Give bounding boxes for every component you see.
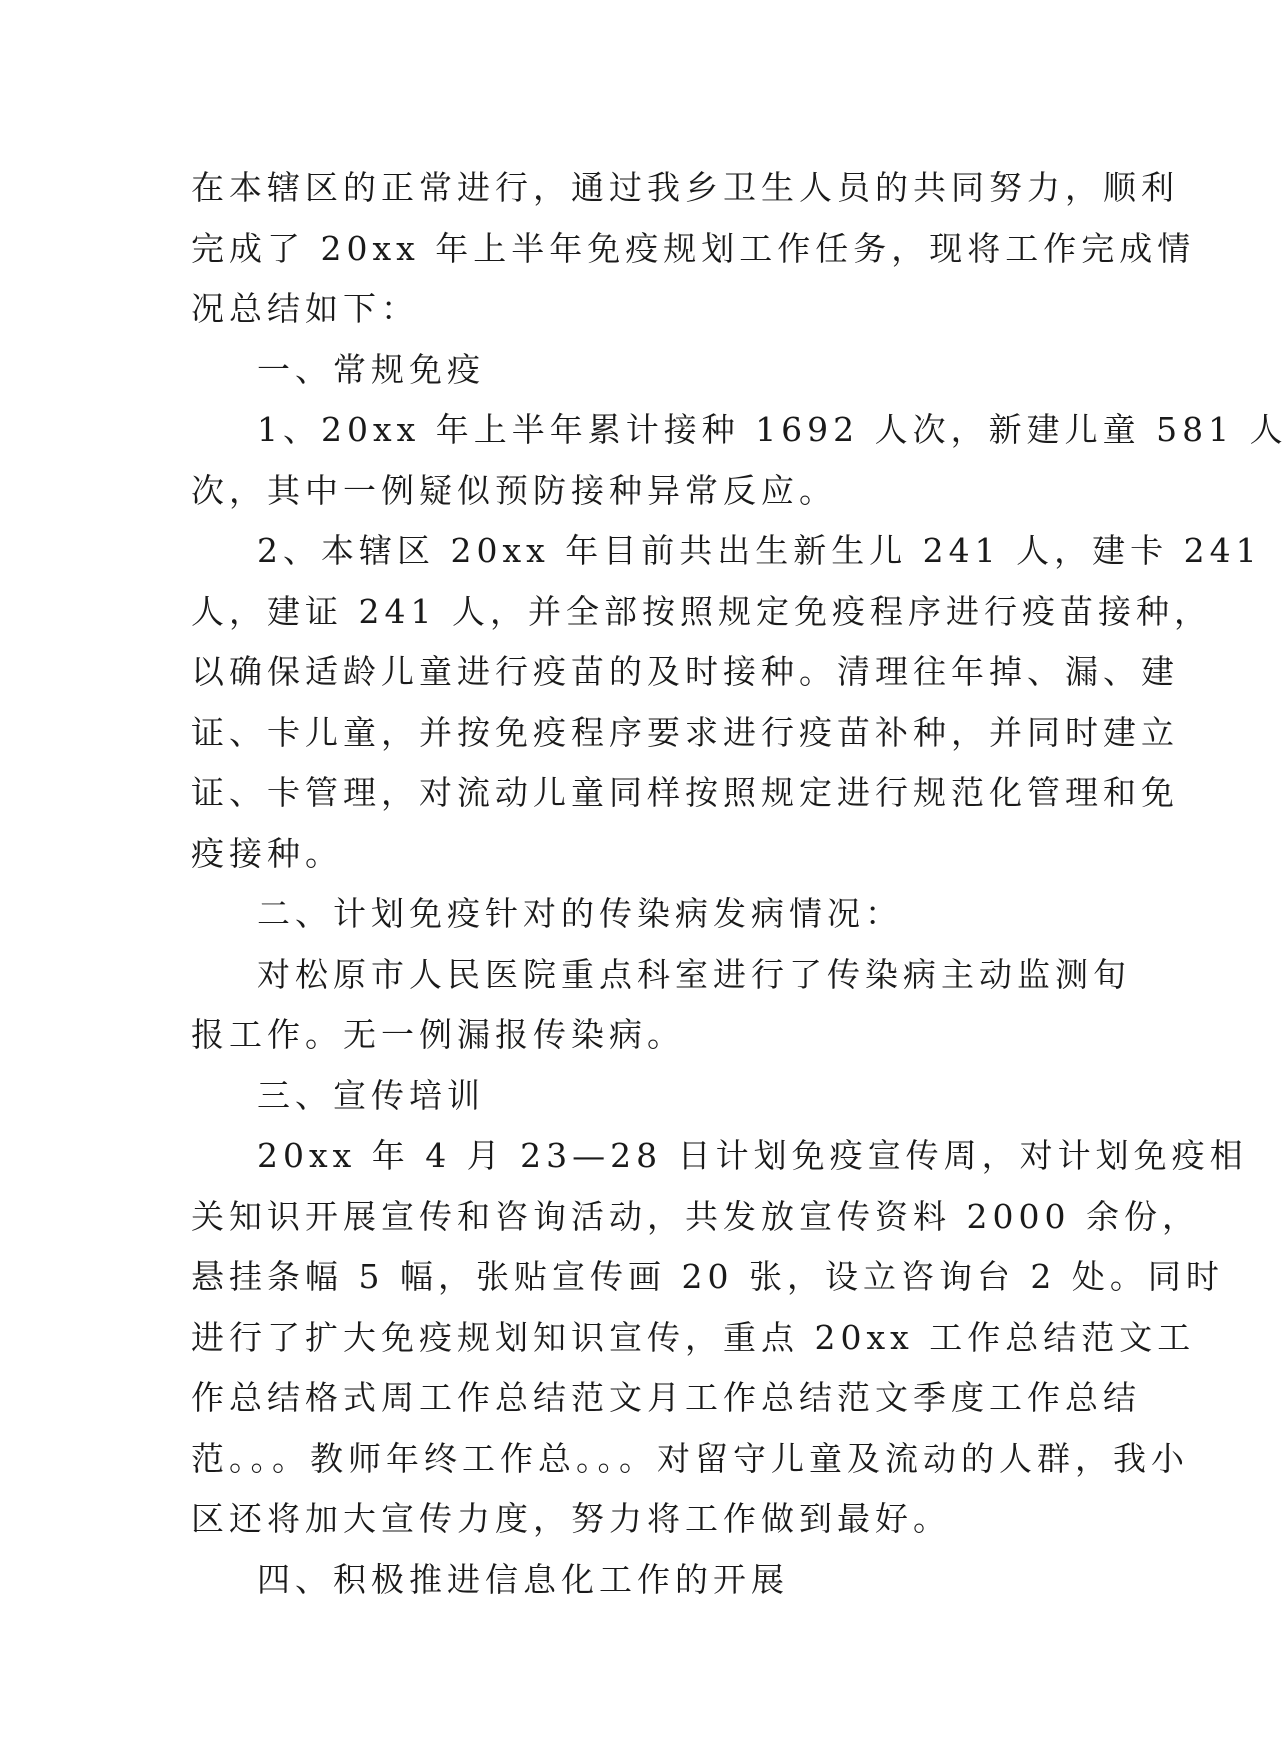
text-line: 证、卡儿童，并按免疫程序要求进行疫苗补种，并同时建立 [191, 712, 1179, 752]
text-line: 1、20xx 年上半年累计接种 1692 人次，新建儿童 581 人 [257, 410, 1288, 449]
text-line: 关知识开展宣传和咨询活动，共发放宣传资料 2000 余份， [191, 1196, 1200, 1236]
text-line: 对松原市人民医院重点科室进行了传染病主动监测旬 [257, 954, 1131, 994]
text-line: 况总结如下： [191, 289, 419, 328]
text-line: 二、计划免疫针对的传染病发病情况： [257, 894, 903, 933]
text-line: 以确保适龄儿童进行疫苗的及时接种。清理往年掉、漏、建 [191, 652, 1179, 691]
text-line: 范。。。教师年终工作总。。。对留守儿童及流动的人群，我小 [191, 1438, 1189, 1478]
document-body [191, 158, 1288, 1610]
text-line: 次，其中一例疑似预防接种异常反应。 [191, 470, 837, 510]
text-line: 三、宣传培训 [257, 1075, 485, 1115]
text-line: 作总结格式周工作总结范文月工作总结范文季度工作总结 [191, 1378, 1141, 1417]
text-line: 疫接种。 [191, 833, 343, 873]
text-line: 证、卡管理，对流动儿童同样按照规定进行规范化管理和免 [191, 773, 1179, 812]
text-line: 悬挂条幅 5 幅，张贴宣传画 20 张，设立咨询台 2 处。同时 [191, 1257, 1224, 1296]
text-line: 完成了 20xx 年上半年免疫规划工作任务，现将工作完成情 [191, 228, 1196, 268]
text-line: 区还将加大宣传力度，努力将工作做到最好。 [191, 1499, 951, 1538]
text-line: 四、积极推进信息化工作的开展 [257, 1559, 789, 1599]
text-line: 报工作。无一例漏报传染病。 [191, 1015, 685, 1054]
text-line: 20xx 年 4 月 23—28 日计划免疫宣传周，对计划免疫相 [257, 1136, 1248, 1175]
text-line: 一、常规免疫 [257, 349, 485, 389]
text-line: 进行了扩大免疫规划知识宣传，重点 20xx 工作总结范文工 [191, 1317, 1196, 1357]
text-line: 人，建证 241 人，并全部按照规定免疫程序进行疫苗接种， [191, 591, 1212, 631]
text-line: 2、本辖区 20xx 年目前共出生新生儿 241 人，建卡 241 [257, 531, 1262, 570]
text-line: 在本辖区的正常进行，通过我乡卫生人员的共同努力，顺利 [191, 168, 1179, 207]
